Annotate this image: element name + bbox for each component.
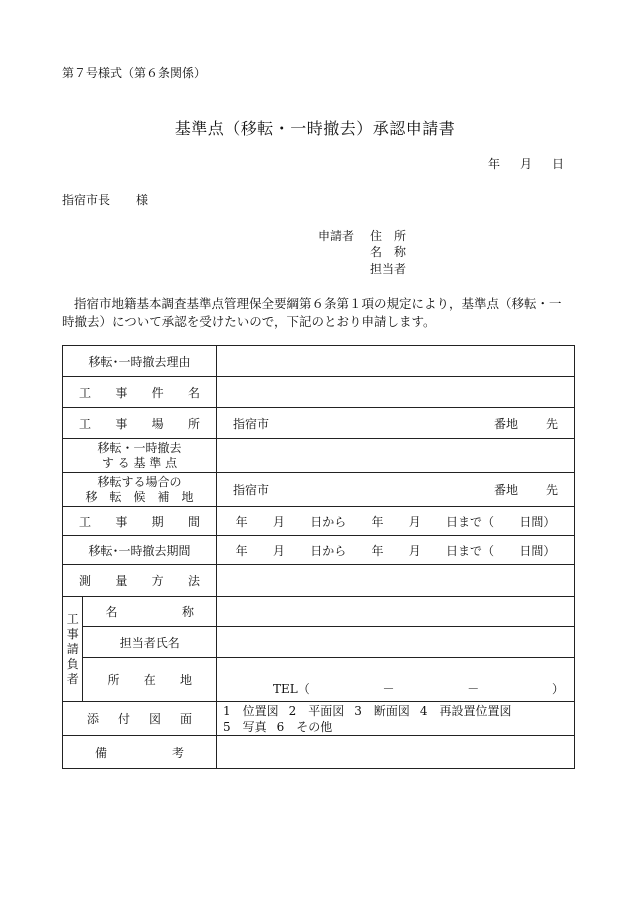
remarks-label: 備 考 [63, 736, 217, 769]
table-row [63, 473, 575, 507]
work-period-field[interactable]: 年 月 日から 年 月 日まで（ 日間） [217, 507, 575, 536]
addressee-name: 指宿市長 [62, 193, 111, 207]
date-year: 年 [487, 157, 500, 171]
applicant-name-label: 名 称 [370, 245, 407, 259]
saki-label: 先 [545, 483, 558, 497]
table-row [63, 702, 575, 736]
remarks-field[interactable] [217, 736, 575, 769]
contractor-person-label: 担当者氏名 [83, 627, 217, 658]
application-table [62, 345, 575, 769]
table-row [63, 565, 575, 597]
removal-period-label: 移転･一時撤去期間 [63, 536, 217, 565]
work-place-field[interactable] [217, 408, 575, 439]
table-row [63, 736, 575, 769]
tel-dash-1: － [382, 682, 395, 696]
reason-label: 移転･一時撤去理由 [63, 346, 217, 377]
contractor-name-field[interactable] [217, 597, 575, 627]
contractor-person-field[interactable] [217, 627, 575, 658]
table-row [63, 439, 575, 473]
addressee-honorific: 様 [136, 193, 149, 207]
candidate-city: 指宿市 [233, 483, 270, 497]
form-number: 第７号様式（第６条関係） [62, 66, 207, 80]
attachment-option[interactable]: 2 平面図 [288, 703, 345, 718]
saki-label: 先 [545, 416, 558, 431]
date-day: 日 [551, 157, 564, 171]
survey-method-label: 測 量 方 法 [63, 565, 217, 597]
table-row [63, 597, 575, 627]
table-row [63, 536, 575, 565]
reason-field[interactable] [217, 346, 575, 377]
contractor-address-label: 所 在 地 [83, 658, 217, 702]
tel-line [223, 680, 568, 697]
tel-label: TEL（ [273, 682, 310, 696]
applicant-address-label: 住 所 [370, 229, 407, 243]
work-place-city: 指宿市 [233, 416, 270, 431]
work-name-field[interactable] [217, 377, 575, 408]
work-period-label: 工 事 期 間 [63, 507, 217, 536]
attachment-option[interactable]: 3 断面図 [354, 703, 410, 718]
table-row [63, 377, 575, 408]
attachments-field[interactable] [217, 702, 575, 736]
attachment-option[interactable]: 1 位置図 [223, 703, 279, 718]
table-row [63, 627, 575, 658]
attachment-option[interactable]: 5 写真 [223, 719, 267, 734]
work-name-label: 工 事 件 名 [63, 377, 217, 408]
applicant-label: 申請者 [318, 229, 355, 243]
applicant-person-label: 担当者 [370, 262, 407, 276]
candidate-site-field[interactable] [217, 473, 575, 507]
document-title: 基準点（移転・一時撤去）承認申請書 [174, 119, 456, 138]
addressee [62, 191, 148, 208]
table-row [63, 346, 575, 377]
table-row [63, 408, 575, 439]
date-month: 月 [519, 157, 532, 171]
contractor-name-label: 名 称 [83, 597, 217, 627]
tel-close: ） [551, 682, 564, 696]
banchi-label: 番地 [493, 416, 518, 431]
table-row [63, 507, 575, 536]
contractor-side-label: 工 事 請 負 者 [63, 597, 83, 702]
attachments-label: 添 付 図 面 [63, 702, 217, 736]
body-text: 指宿市地籍基本調査基準点管理保全要綱第６条第１項の規定により，基準点（移転・一時撤去）について承認を受けたいので，下記のとおり申請します。 [62, 296, 562, 329]
attachment-option[interactable]: 6 その他 [276, 719, 333, 734]
table-row [63, 658, 575, 702]
banchi-label: 番地 [493, 483, 518, 497]
removal-period-field[interactable]: 年 月 日から 年 月 日まで（ 日間） [217, 536, 575, 565]
survey-method-field[interactable] [217, 565, 575, 597]
attachment-option[interactable]: 4 再設置位置図 [419, 703, 512, 718]
work-place-label: 工 事 場 所 [63, 408, 217, 439]
candidate-site-label: 移転する場合の 移 転 候 補 地 [63, 473, 217, 507]
contractor-address-field[interactable] [217, 658, 575, 702]
target-point-field[interactable] [217, 439, 575, 473]
tel-dash-2: － [467, 682, 480, 696]
date-line [488, 155, 564, 172]
target-point-label: 移転・一時撤去 す る 基 準 点 [63, 439, 217, 473]
